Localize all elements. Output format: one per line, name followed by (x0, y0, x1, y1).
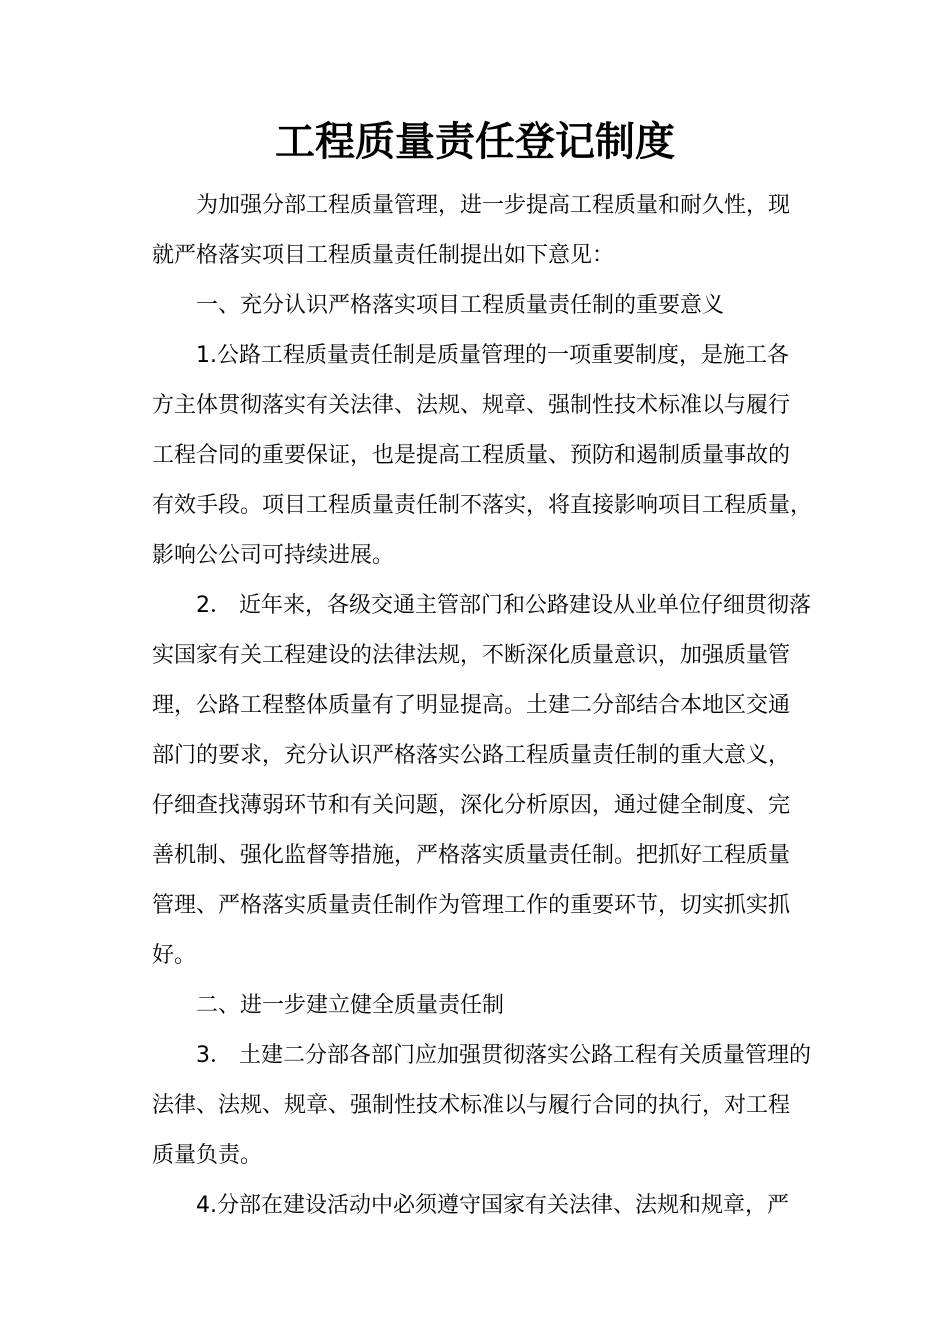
section-heading: 二、进一步建立健全质量责任制 (196, 993, 505, 1018)
paragraph-line: 质量负责。 (152, 1143, 263, 1168)
paragraph-line: 好。 (152, 943, 197, 968)
paragraph-line: 影响公公司可持续进展。 (152, 543, 395, 568)
paragraph-line: 仔细查找薄弱环节和有关问题，深化分析原因，通过健全制度、完 (152, 793, 791, 818)
document-body (152, 181, 820, 1231)
paragraph-line: 理，公路工程整体质量有了明显提高。土建二分部结合本地区交通 (152, 693, 791, 718)
paragraph-line: 4.分部在建设活动中必须遵守国家有关法律、法规和规章，严 (196, 1193, 789, 1218)
paragraph-line: 部门的要求，充分认识严格落实公路工程质量责任制的重大意义， (152, 743, 791, 768)
paragraph-line: 工程合同的重要保证，也是提高工程质量、预防和遏制质量事故的 (152, 443, 791, 468)
paragraph-line: 实国家有关工程建设的法律法规，不断深化质量意识，加强质量管 (152, 643, 791, 668)
paragraph-line: 方主体贯彻落实有关法律、法规、规章、强制性技术标准以与履行 (152, 393, 791, 418)
paragraph-line: 2． 近年来，各级交通主管部门和公路建设从业单位仔细贯彻落 (196, 593, 811, 618)
paragraph-line: 就严格落实项目工程质量责任制提出如下意见： (152, 243, 615, 268)
paragraph-line: 有效手段。项目工程质量责任制不落实，将直接影响项目工程质量， (152, 493, 813, 518)
document-title: 工程质量责任登记制度 (275, 119, 675, 165)
paragraph-line: 管理、严格落实质量责任制作为管理工作的重要环节，切实抓实抓 (152, 893, 791, 918)
paragraph-line: 1.公路工程质量责任制是质量管理的一项重要制度，是施工各 (196, 343, 789, 368)
paragraph-line: 3． 土建二分部各部门应加强贯彻落实公路工程有关质量管理的 (196, 1043, 811, 1068)
paragraph-line: 为加强分部工程质量管理，进一步提高工程质量和耐久性，现 (196, 193, 791, 218)
paragraph-line: 法律、法规、规章、强制性技术标准以与履行合同的执行，对工程 (152, 1093, 791, 1118)
section-heading: 一、充分认识严格落实项目工程质量责任制的重要意义 (196, 293, 725, 318)
paragraph-line: 善机制、强化监督等措施，严格落实质量责任制。把抓好工程质量 (152, 843, 791, 868)
